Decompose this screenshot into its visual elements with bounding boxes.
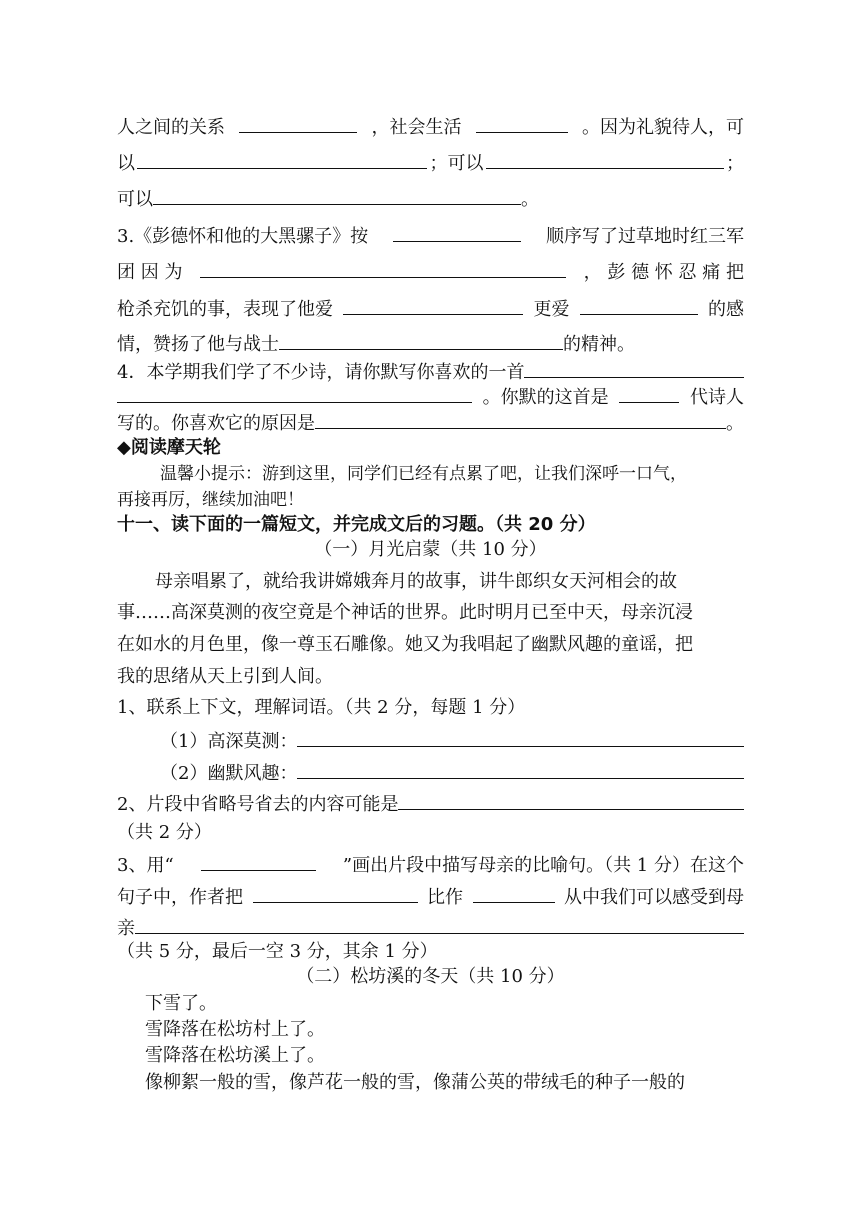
question-3-line-2	[117, 884, 744, 910]
answer-blank[interactable]	[253, 884, 418, 903]
answer-blank[interactable]	[153, 186, 521, 205]
answer-blank[interactable]	[315, 410, 726, 429]
text: ；	[726, 153, 744, 174]
text: ， 彭 德 怀 忍 痛 把	[583, 262, 744, 283]
answer-blank[interactable]	[476, 114, 568, 133]
q3-line-4	[117, 331, 744, 357]
passage-line-4: 我的思绪从天上引到人间。	[117, 666, 333, 687]
passage-line-2: 事……高深莫测的夜空竟是个神话的世界。此时明月已至中天，母亲沉浸	[117, 602, 693, 623]
text: 。你默的这首是	[482, 387, 609, 408]
answer-blank[interactable]	[279, 331, 563, 350]
text: 。因为礼貌待人，可	[582, 117, 744, 138]
text: 可以	[117, 189, 153, 210]
text: 句子中，作者把	[117, 887, 243, 908]
passage-line-3: 在如水的月色里，像一尊玉石雕像。她又为我唱起了幽默风趣的童谣，把	[117, 634, 693, 655]
text: 枪杀充饥的事，表现了他爱	[117, 299, 333, 320]
question-1a	[160, 728, 744, 754]
answer-blank[interactable]	[297, 760, 744, 779]
text: （1）高深莫测：	[160, 731, 298, 752]
text: 。	[521, 189, 539, 210]
part2-title: （二）松坊溪的冬天（共 10 分）	[296, 966, 565, 987]
answer-blank[interactable]	[137, 150, 427, 169]
answer-blank[interactable]	[473, 884, 555, 903]
passage-line-1: 母亲唱累了，就给我讲嫦娥奔月的故事，讲牛郎织女天河相会的故	[155, 571, 677, 592]
text: 比作	[427, 887, 463, 908]
question-3-line-1	[117, 852, 744, 878]
answer-blank[interactable]	[200, 259, 566, 278]
text: 的感	[708, 299, 744, 320]
q2-line-3	[117, 186, 744, 212]
text: 3、用“	[117, 855, 174, 876]
answer-blank[interactable]	[117, 384, 472, 403]
text: 团 因 为	[117, 262, 183, 283]
text: （2）幽默风趣：	[160, 763, 298, 784]
q3-line-3	[117, 296, 744, 322]
reading-header: ◆阅读摩天轮	[117, 437, 221, 458]
text: 。	[726, 413, 744, 434]
question-1: 1、联系上下文，理解词语。（共 2 分，每题 1 分）	[117, 697, 526, 718]
q2-line-1	[117, 114, 744, 140]
text: 2、片段中省略号省去的内容可能是	[117, 794, 399, 815]
answer-blank[interactable]	[486, 150, 724, 169]
text: 亲	[117, 918, 135, 939]
question-1b	[160, 760, 744, 786]
answer-blank[interactable]	[393, 223, 521, 242]
text: 更爱	[533, 299, 570, 320]
text: ；可以	[429, 153, 484, 174]
text: 写的。你喜欢它的原因是	[117, 413, 315, 434]
text: 4．本学期我们学了不少诗，请你默写你喜欢的一首	[117, 362, 525, 383]
q3-line-2	[117, 259, 744, 285]
q4-line-1	[117, 359, 744, 385]
text: 代诗人	[689, 387, 744, 408]
text: 以	[117, 153, 135, 174]
section-heading: 十一、读下面的一篇短文，并完成文后的习题。（共 20 分）	[117, 514, 596, 535]
part2-line-3: 雪降落在松坊溪上了。	[145, 1045, 325, 1066]
text: 的精神。	[563, 334, 635, 355]
text: 人之间的关系	[117, 117, 225, 138]
answer-blank[interactable]	[297, 728, 744, 747]
answer-blank[interactable]	[398, 791, 744, 810]
answer-blank[interactable]	[524, 359, 744, 378]
q2-line-2	[117, 150, 744, 176]
answer-blank[interactable]	[619, 384, 679, 403]
question-2-score: （共 2 分）	[117, 822, 212, 843]
part2-line-4: 像柳絮一般的雪，像芦花一般的雪，像蒲公英的带绒毛的种子一般的	[145, 1072, 685, 1093]
text: ，社会生活	[371, 117, 462, 138]
answer-blank[interactable]	[239, 114, 357, 133]
part2-line-1: 下雪了。	[145, 993, 217, 1014]
question-3-score: （共 5 分，最后一空 3 分，其余 1 分）	[117, 941, 438, 962]
q3-line-1	[117, 223, 744, 249]
text: 情，赞扬了他与战士	[117, 334, 279, 355]
part2-line-2: 雪降落在松坊村上了。	[145, 1019, 325, 1040]
q4-line-3	[117, 410, 744, 436]
answer-blank[interactable]	[580, 296, 698, 315]
question-3-line-3	[117, 915, 744, 941]
answer-blank[interactable]	[135, 915, 744, 934]
tip-line-1: 温馨小提示：游到这里，同学们已经有点累了吧，让我们深呼一口气，	[160, 464, 687, 484]
q4-line-2	[117, 384, 744, 410]
text: 3.《彭德怀和他的大黑骡子》按	[117, 226, 369, 247]
text: 从中我们可以感受到母	[564, 887, 744, 908]
question-2	[117, 791, 744, 817]
answer-blank[interactable]	[201, 852, 316, 871]
answer-blank[interactable]	[343, 296, 523, 315]
text: 顺序写了过草地时红三军	[546, 226, 744, 247]
tip-line-2: 再接再厉，继续加油吧！	[117, 490, 304, 510]
part1-title: （一）月光启蒙（共 10 分）	[314, 539, 547, 560]
text: ”画出片段中描写母亲的比喻句。（共 1 分）在这个	[342, 855, 744, 876]
